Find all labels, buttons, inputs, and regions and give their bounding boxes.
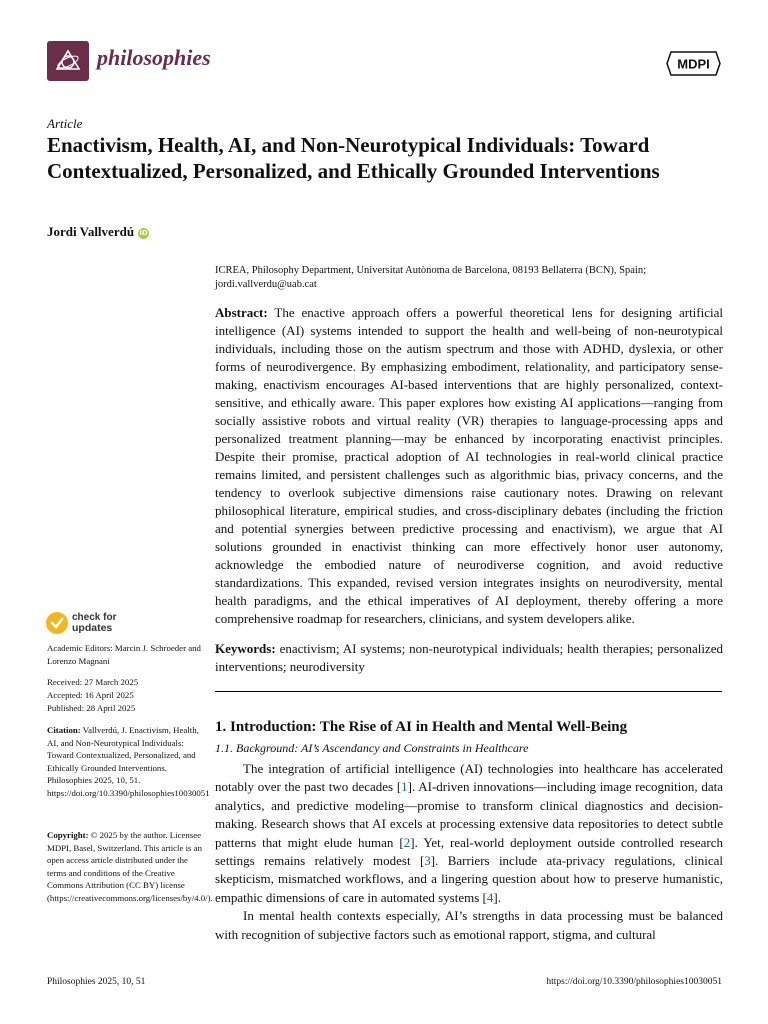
footer-citation: Philosophies 2025, 10, 51 <box>47 977 146 987</box>
check-updates-label: check for <box>72 612 117 623</box>
abstract-label: Abstract: <box>215 305 268 320</box>
article-type: Article <box>47 116 83 131</box>
body-text <box>215 760 723 944</box>
keywords-label: Keywords: <box>215 641 276 656</box>
reference-link[interactable]: 2 <box>403 834 411 850</box>
author-name[interactable]: Jordi Vallverdú <box>47 224 135 239</box>
author-email[interactable]: jordi.vallverdu@uab.cat <box>215 279 317 290</box>
section-divider <box>215 691 722 692</box>
journal-logo-icon <box>47 41 89 81</box>
published-date: Published: 28 April 2025 <box>47 703 136 713</box>
accepted-date: Accepted: 16 April 2025 <box>47 690 134 700</box>
journal-name[interactable]: philosophies <box>97 45 211 70</box>
citation-text: Vallverdú, J. Enactivism, Health, AI, and Non-Neurotypical Individuals: Toward Contextualized, Personalized, and Ethically Grounded Interventions. Philosophies 2025, 10, 51. https://doi.org/10.3390/philosophies10030051 <box>47 725 210 798</box>
abstract-text: The enactive approach offers a powerful theoretical lens for designing artificial intelligence (AI) systems intended to support the health and well-being of non-neurotypical individuals, including those on the autism spectrum and those with ADHD, dyslexia, or other forms of neurodivergence. By emphasizing embodiment, relationality, and participatory sense-making, enactivism encourages AI-based interventions that are highly personalized, context-sensitive, and ethically aware. This paper explores how existing AI applications—ranging from socially assistive robots and virtual reality (VR) therapies to language-processing apps and personalized treatment planning—may be enhanced by incorporating enactivist principles. Despite their promise, practical adoption of AI technologies in real-world clinical practice remains limited, and persistent challenges such as algorithmic bias, privacy concerns, and the tendency to overlook subjective dimensions raise cautionary notes. Drawing on relevant philosophical literature, empirical studies, and cross-disciplinary debates (including the friction and potential synergies between predictive processing and enactivism), we argue that AI solutions grounded in enactivist thinking can more effectively honor user autonomy, acknowledge the embodied nature of neurodiverse cognition, and avoid reductive standardizations. This expanded, revised version integrates insights on neurodiversity, mental health paradigms, and the ethical imperatives of AI deployment, thereby offering a more comprehensive roadmap for researchers, clinicians, and system developers alike. <box>215 305 723 626</box>
reference-link[interactable]: 3 <box>424 853 431 869</box>
orcid-icon[interactable]: iD <box>139 229 148 237</box>
citation <box>47 724 210 799</box>
affiliation-address: ICREA, Philosophy Department, Universitat Autònoma de Barcelona, 08193 Bellaterra (BCN), Spain; <box>215 265 647 276</box>
received-date: Received: 27 March 2025 <box>47 677 139 687</box>
reference-link[interactable]: 1 <box>401 779 408 795</box>
publisher-name: MDPI <box>677 56 710 72</box>
subsection-heading: 1.1. Background: AI’s Ascendancy and Constraints in Healthcare <box>215 741 529 755</box>
copyright-label: Copyright: <box>47 830 89 840</box>
abstract <box>215 304 723 628</box>
mdpi-logo[interactable] <box>666 51 721 76</box>
paragraph: In mental health contexts especially, AI’s strengths in data processing must be balanced with recognition of subjective factors such as emotional rapport, stigma, and cultural <box>215 908 723 942</box>
academic-editors: Academic Editors: Marcin J. Schroeder and Lorenzo Magnani <box>47 643 201 666</box>
copyright <box>47 829 213 904</box>
check-updates-icon <box>46 612 68 634</box>
affiliation <box>215 264 725 292</box>
footer-doi-link[interactable]: https://doi.org/10.3390/philosophies10030051 <box>546 977 722 987</box>
author-line <box>47 224 149 240</box>
citation-label: Citation: <box>47 725 81 735</box>
keywords-text: enactivism; AI systems; non-neurotypical individuals; health therapies; personalized interventions; neurodiversity <box>215 641 723 674</box>
keywords <box>215 640 723 676</box>
reference-link[interactable]: 4 <box>486 889 494 905</box>
check-for-updates-badge[interactable] <box>46 612 166 638</box>
section-heading: 1. Introduction: The Rise of AI in Health and Mental Well-Being <box>215 719 628 735</box>
article-title: Enactivism, Health, AI, and Non-Neurotypical Individuals: Toward Contextualized, Personalized, and Ethically Grounded Interventions <box>47 133 660 183</box>
paragraph: The integration of artificial intelligence (AI) technologies into healthcare has accelerated notably over the past two decades [1]. AI-driven innovations—including image recognition, data analytics, and predictive modeling—promise to transform clinical diagnostics and decision-making. Research shows that AI excels at processing extensive data repositories to detect subtle patterns that might elude human [2]. Yet, real-world deployment outside controlled research settings remains relatively modest [3]. Barriers include ata-privacy regulations, clinical skepticism, mismatched workflows, and a lingering question about how to preserve humanistic, empathic dimensions of care in automated systems [4]. <box>215 761 724 905</box>
check-updates-label-strong: updates <box>72 622 113 634</box>
copyright-text: © 2025 by the author. Licensee MDPI, Basel, Switzerland. This article is an open access article distributed under the terms and conditions of the Creative Commons Attribution (CC BY) license (https://creativecommons.org/licenses/by/4.0/). <box>47 830 213 903</box>
